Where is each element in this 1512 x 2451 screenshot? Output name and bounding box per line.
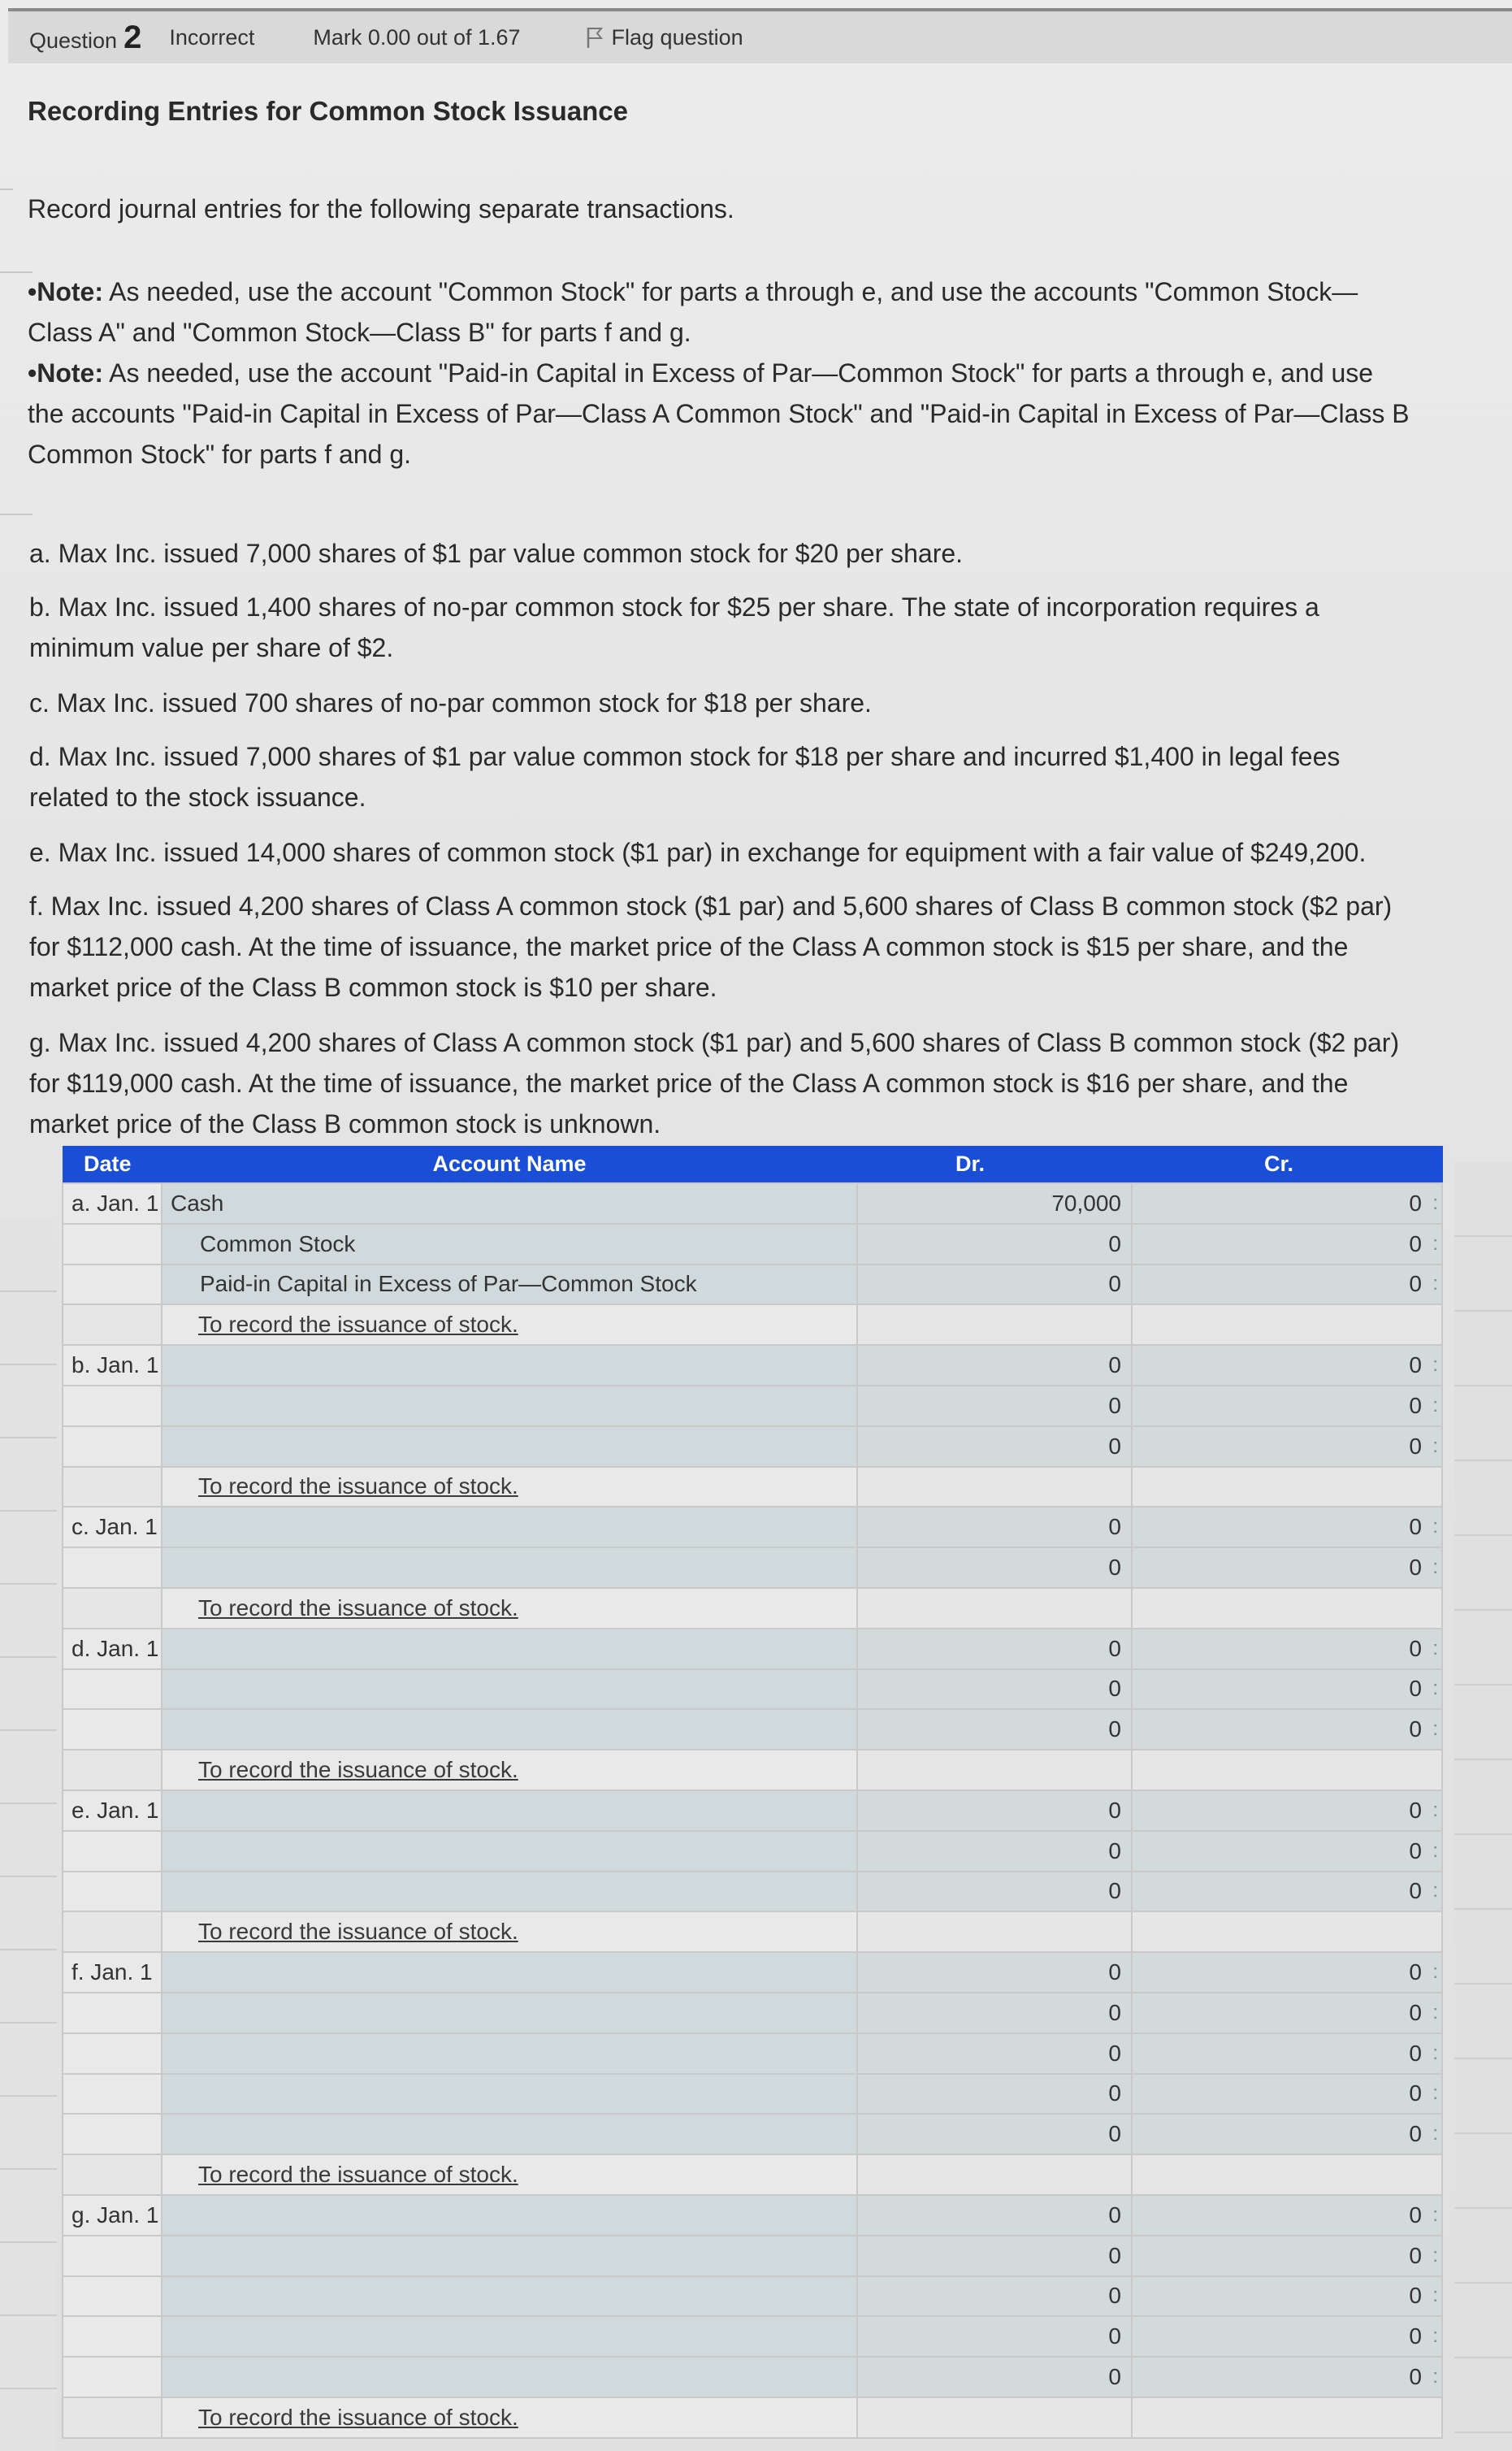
table-row bbox=[63, 1669, 1442, 1710]
debit-input[interactable]: 0 bbox=[857, 1669, 1132, 1710]
table-row bbox=[63, 1790, 1442, 1831]
credit-input[interactable]: 0 : bbox=[1132, 1872, 1442, 1912]
debit-input[interactable]: 0 bbox=[857, 1952, 1132, 1993]
credit-input[interactable]: 0 : bbox=[1132, 1547, 1442, 1588]
debit-input[interactable]: 0 bbox=[857, 2357, 1132, 2397]
question-info-bar bbox=[8, 8, 1512, 63]
debit-input[interactable]: 0 bbox=[857, 1547, 1132, 1588]
account-input[interactable]: Common Stock bbox=[162, 1224, 857, 1265]
problem-e: e. Max Inc. issued 14,000 shares of common stock ($1 par) in exchange for equipment with a fair value of $249,200. bbox=[29, 838, 1367, 867]
account-input[interactable] bbox=[162, 1629, 857, 1669]
problem-a: a. Max Inc. issued 7,000 shares of $1 par value common stock for $20 per share. bbox=[29, 539, 964, 568]
account-input[interactable] bbox=[162, 2316, 857, 2357]
memo-row bbox=[63, 1467, 1442, 1507]
table-row bbox=[63, 1224, 1442, 1265]
date-cell: b. Jan. 1 bbox=[63, 1345, 162, 1386]
account-input[interactable] bbox=[162, 1345, 857, 1386]
memo-row bbox=[63, 2154, 1442, 2195]
credit-input[interactable]: 0 : bbox=[1132, 1265, 1442, 1305]
credit-input[interactable]: 0 : bbox=[1132, 1709, 1442, 1750]
memo-text: To record the issuance of stock. bbox=[198, 2404, 518, 2430]
account-input[interactable] bbox=[162, 1952, 857, 1993]
account-input[interactable] bbox=[162, 2074, 857, 2115]
date-cell: d. Jan. 1 bbox=[63, 1629, 162, 1669]
debit-input[interactable]: 0 bbox=[857, 1872, 1132, 1912]
account-input[interactable] bbox=[162, 1669, 857, 1710]
debit-input[interactable]: 0 bbox=[857, 1629, 1132, 1669]
memo-text: To record the issuance of stock. bbox=[198, 1919, 518, 1945]
credit-input[interactable]: 0 : bbox=[1132, 1993, 1442, 2033]
table-header-row bbox=[63, 1146, 1442, 1183]
column-header-date: Date bbox=[63, 1146, 162, 1183]
flag-icon bbox=[586, 26, 604, 49]
account-input[interactable] bbox=[162, 1547, 857, 1588]
credit-input[interactable]: 0 : bbox=[1132, 1386, 1442, 1426]
mark-label: Mark 0.00 out of 1.67 bbox=[313, 24, 521, 50]
flag-question-button[interactable] bbox=[586, 25, 743, 50]
debit-input[interactable]: 0 bbox=[857, 2236, 1132, 2276]
table-row bbox=[63, 1547, 1442, 1588]
table-row bbox=[63, 1709, 1442, 1750]
debit-input[interactable]: 0 bbox=[857, 1426, 1132, 1467]
credit-input[interactable]: 0 : bbox=[1132, 1629, 1442, 1669]
table-row bbox=[63, 2033, 1442, 2074]
account-input[interactable] bbox=[162, 2357, 857, 2397]
account-input[interactable] bbox=[162, 2236, 857, 2276]
page-title: Recording Entries for Common Stock Issuance bbox=[28, 96, 628, 126]
account-input[interactable] bbox=[162, 2033, 857, 2074]
debit-input[interactable]: 0 bbox=[857, 1709, 1132, 1750]
memo-text: To record the issuance of stock. bbox=[198, 1312, 518, 1338]
credit-input[interactable]: 0 : bbox=[1132, 2074, 1442, 2115]
credit-input[interactable]: 0 : bbox=[1132, 1669, 1442, 1710]
debit-input[interactable]: 0 bbox=[857, 1993, 1132, 2033]
credit-input[interactable]: 0 : bbox=[1132, 2316, 1442, 2357]
debit-input[interactable]: 0 bbox=[857, 1386, 1132, 1426]
table-row bbox=[63, 1629, 1442, 1669]
table-row bbox=[63, 2236, 1442, 2276]
column-header-debit: Dr. bbox=[857, 1146, 1132, 1183]
date-cell bbox=[63, 1224, 162, 1265]
table-row bbox=[63, 1426, 1442, 1467]
date-cell bbox=[63, 1265, 162, 1305]
problem-g: g. Max Inc. issued 4,200 shares of Class A common stock ($1 par) and 5,600 shares of Class B common stock ($2 par) for $119,000 cash. At the time of issuance, the market price of the Class A common stock is $16 per share, and the market price of the Class B common stock is unknown. bbox=[29, 1028, 1400, 1139]
debit-input[interactable]: 70,000 bbox=[857, 1183, 1132, 1224]
debit-input[interactable]: 0 bbox=[857, 1345, 1132, 1386]
credit-input[interactable]: 0 : bbox=[1132, 1183, 1442, 1224]
account-input[interactable] bbox=[162, 1790, 857, 1831]
debit-input[interactable]: 0 bbox=[857, 1831, 1132, 1872]
credit-input[interactable]: 0 : bbox=[1132, 1790, 1442, 1831]
table-row bbox=[63, 1952, 1442, 1993]
table-row bbox=[63, 1345, 1442, 1386]
account-input[interactable] bbox=[162, 1872, 857, 1912]
note-1: •Note: As needed, use the account "Common Stock" for parts a through e, and use the accounts "Common Stock— Class A" and "Common Stock—Class B" for parts f and g. •Note: As needed, use the account "Paid-in Capital in Excess of Par—Common Stock" for parts a through e, and use the accounts "Paid-in Capital in Excess of Par—Class A Common Stock" and "Paid-in Capital in Excess of Par—Class B Common Stock" for parts f and g. bbox=[28, 277, 1410, 469]
problem-c: c. Max Inc. issued 700 shares of no-par common stock for $18 per share. bbox=[29, 688, 872, 718]
problem-list bbox=[29, 533, 1508, 1144]
problem-d: d. Max Inc. issued 7,000 shares of $1 par value common stock for $18 per share and incurred $1,400 in legal fees related to the stock issuance. bbox=[29, 742, 1341, 812]
credit-input[interactable]: 0 : bbox=[1132, 2357, 1442, 2397]
account-input[interactable] bbox=[162, 1709, 857, 1750]
account-input[interactable] bbox=[162, 2276, 857, 2317]
credit-input[interactable]: 0 : bbox=[1132, 1952, 1442, 1993]
table-row bbox=[63, 2195, 1442, 2236]
table-row bbox=[63, 2357, 1442, 2397]
table-row bbox=[63, 1872, 1442, 1912]
date-cell: g. Jan. 1 bbox=[63, 2195, 162, 2236]
memo-text: To record the issuance of stock. bbox=[198, 1594, 518, 1620]
date-cell: a. Jan. 1 bbox=[63, 1183, 162, 1224]
memo-row bbox=[63, 2397, 1442, 2438]
problem-b: b. Max Inc. issued 1,400 shares of no-par common stock for $25 per share. The state of incorporation requires a minimum value per share of $2. bbox=[29, 592, 1319, 662]
account-input[interactable] bbox=[162, 2195, 857, 2236]
debit-input[interactable]: 0 bbox=[857, 1507, 1132, 1547]
credit-input[interactable]: 0 : bbox=[1132, 2114, 1442, 2154]
date-cell: c. Jan. 1 bbox=[63, 1507, 162, 1547]
debit-input[interactable]: 0 bbox=[857, 2074, 1132, 2115]
table-row bbox=[63, 2276, 1442, 2317]
account-input[interactable] bbox=[162, 1426, 857, 1467]
credit-input[interactable]: 0 : bbox=[1132, 2195, 1442, 2236]
account-input[interactable] bbox=[162, 1386, 857, 1426]
memo-row bbox=[63, 1304, 1442, 1345]
credit-input[interactable]: 0 : bbox=[1132, 1507, 1442, 1547]
credit-input[interactable]: 0 : bbox=[1132, 2236, 1442, 2276]
memo-row bbox=[63, 1750, 1442, 1790]
divider bbox=[0, 514, 32, 515]
account-input[interactable] bbox=[162, 2114, 857, 2154]
date-cell: e. Jan. 1 bbox=[63, 1790, 162, 1831]
table-row bbox=[63, 2074, 1442, 2115]
account-input[interactable]: Cash bbox=[162, 1183, 857, 1224]
table-row bbox=[63, 1507, 1442, 1547]
debit-input[interactable]: 0 bbox=[857, 1265, 1132, 1305]
debit-input[interactable]: 0 bbox=[857, 2276, 1132, 2317]
table-row bbox=[63, 2316, 1442, 2357]
credit-input[interactable]: 0 : bbox=[1132, 2276, 1442, 2317]
table-row bbox=[63, 1183, 1442, 1224]
journal-entry-table bbox=[62, 1146, 1443, 2439]
table-row bbox=[63, 1993, 1442, 2033]
divider bbox=[0, 189, 13, 190]
flag-question-label: Flag question bbox=[611, 24, 743, 50]
account-input[interactable]: Paid-in Capital in Excess of Par—Common Stock bbox=[162, 1265, 857, 1305]
table-row bbox=[63, 2114, 1442, 2154]
credit-input[interactable]: 0 : bbox=[1132, 2033, 1442, 2074]
table-row bbox=[63, 1386, 1442, 1426]
account-input[interactable] bbox=[162, 1831, 857, 1872]
debit-input[interactable]: 0 bbox=[857, 2033, 1132, 2074]
memo-text: To record the issuance of stock. bbox=[198, 1473, 518, 1499]
credit-input[interactable]: 0 : bbox=[1132, 1345, 1442, 1386]
debit-input[interactable]: 0 bbox=[857, 2114, 1132, 2154]
memo-text: To record the issuance of stock. bbox=[198, 2162, 518, 2188]
right-margin-lines bbox=[1454, 1162, 1512, 2451]
credit-input[interactable]: 0 : bbox=[1132, 1426, 1442, 1467]
column-header-account: Account Name bbox=[162, 1146, 857, 1183]
table-row bbox=[63, 1265, 1442, 1305]
date-cell: f. Jan. 1 bbox=[63, 1952, 162, 1993]
table-row bbox=[63, 1831, 1442, 1872]
credit-input[interactable]: 0 : bbox=[1132, 1831, 1442, 1872]
left-margin-lines bbox=[0, 1219, 57, 2451]
memo-row bbox=[63, 1911, 1442, 1952]
question-number: Question 2 bbox=[29, 19, 142, 55]
debit-input[interactable]: 0 bbox=[857, 2195, 1132, 2236]
memo-row bbox=[63, 1588, 1442, 1629]
account-input[interactable] bbox=[162, 1993, 857, 2033]
column-header-credit: Cr. bbox=[1132, 1146, 1442, 1183]
debit-input[interactable]: 0 bbox=[857, 2316, 1132, 2357]
debit-input[interactable]: 0 bbox=[857, 1790, 1132, 1831]
account-input[interactable] bbox=[162, 1507, 857, 1547]
status-label: Incorrect bbox=[169, 24, 255, 50]
memo-text: To record the issuance of stock. bbox=[198, 1757, 518, 1783]
credit-input[interactable]: 0 : bbox=[1132, 1224, 1442, 1265]
instructions: Record journal entries for the following separate transactions. bbox=[28, 194, 734, 223]
debit-input[interactable]: 0 bbox=[857, 1224, 1132, 1265]
problem-f: f. Max Inc. issued 4,200 shares of Class A common stock ($1 par) and 5,600 shares of Class B common stock ($2 par) for $112,000 cash. At the time of issuance, the market price of the Class A common stock is $15 per share, and the market price of the Class B common stock is $10 per share. bbox=[29, 891, 1393, 1002]
